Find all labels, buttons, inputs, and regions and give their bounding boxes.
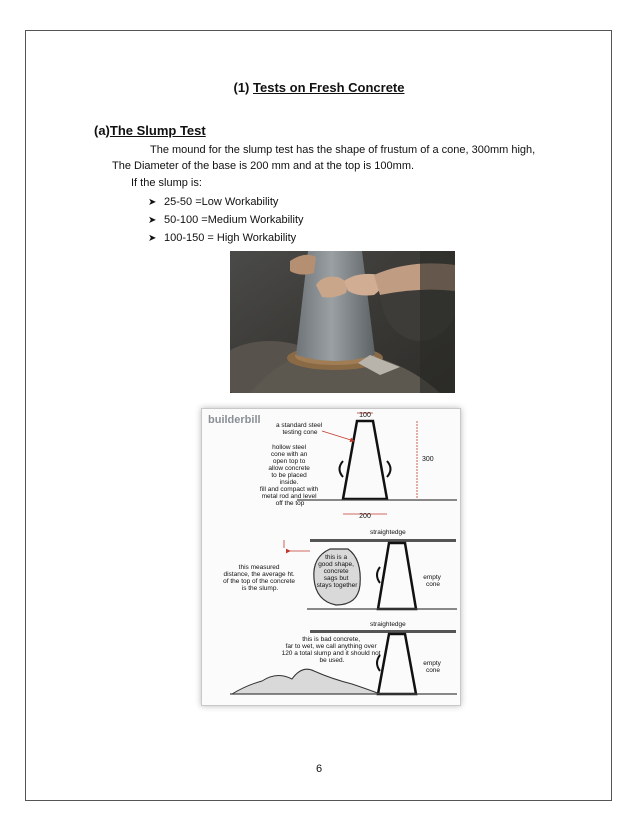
heading-number: (1) [233, 80, 250, 95]
list-item-text: 50-100 =Medium Workability [164, 214, 304, 226]
workability-list [148, 193, 304, 247]
straightedge-label-1: straightedge [370, 529, 406, 536]
arrow-bullet-icon: ➤ [148, 232, 157, 244]
cone-handle-left [340, 461, 344, 477]
empty-cone-1 [378, 543, 416, 609]
slump-test-diagram [201, 408, 461, 706]
empty-cone-1-handle [377, 567, 380, 583]
page-heading [0, 80, 638, 95]
section-label: (a) [94, 123, 110, 138]
slump-test-diagram-svg [202, 409, 460, 705]
label-empty-cone-1: empty cone [423, 574, 441, 588]
section-title: The Slump Test [109, 123, 206, 138]
label-good-shape: this is a good shape, concrete sags but stays together [316, 554, 358, 589]
label-hollow-cone: hollow steel cone with an open top to allow concrete to be placed inside. fill and compact with metal rod and level off the top [259, 444, 319, 507]
empty-cone-2 [378, 634, 416, 694]
paragraph-line-3: If the slump is: [131, 177, 202, 189]
paragraph-line-1: The mound for the slump test has the shape of frustum of a cone, 300mm high, [150, 144, 536, 156]
list-item [148, 193, 304, 211]
list-item-text: 100-150 = High Workability [164, 232, 297, 244]
straightedge-bar-1 [310, 539, 456, 542]
label-measured: this measured distance, the average ht. of the top of the concrete is the slump. [223, 564, 296, 592]
list-item-text: 25-50 =Low Workability [164, 196, 279, 208]
arrow-standard [322, 431, 354, 441]
slump-cone-photo-illustration [230, 251, 455, 393]
dim-top-label: 100 [359, 412, 371, 419]
straightedge-bar-2 [310, 630, 456, 633]
diagram-brand: builderbill [208, 414, 261, 426]
dim-height-label: 300 [422, 456, 434, 463]
section-heading [94, 123, 206, 138]
paragraph-line-2: The Diameter of the base is 200 mm and at the top is 100mm. [112, 160, 415, 172]
label-standard-cone: a standard steel testing cone [275, 422, 323, 436]
list-item [148, 229, 304, 247]
slump-cone-photo [230, 251, 455, 393]
list-item [148, 211, 304, 229]
arrow-bullet-icon: ➤ [148, 214, 157, 226]
label-empty-cone-2: empty cone [423, 660, 441, 674]
straightedge-label-2: straightedge [370, 621, 406, 628]
standard-cone-shape [343, 421, 387, 499]
dim-base-label: 200 [359, 513, 371, 520]
page-number: 6 [315, 763, 323, 775]
empty-cone-2-handle [377, 655, 380, 671]
label-bad-concrete: this is bad concrete, far to wet, we call anything over 120 a total slump and it should not be used. [281, 636, 381, 664]
collapsed-concrete-shape [232, 669, 380, 694]
heading-title: Tests on Fresh Concrete [253, 80, 405, 95]
arrow-bullet-icon: ➤ [148, 196, 157, 208]
cone-handle-right [387, 461, 391, 477]
